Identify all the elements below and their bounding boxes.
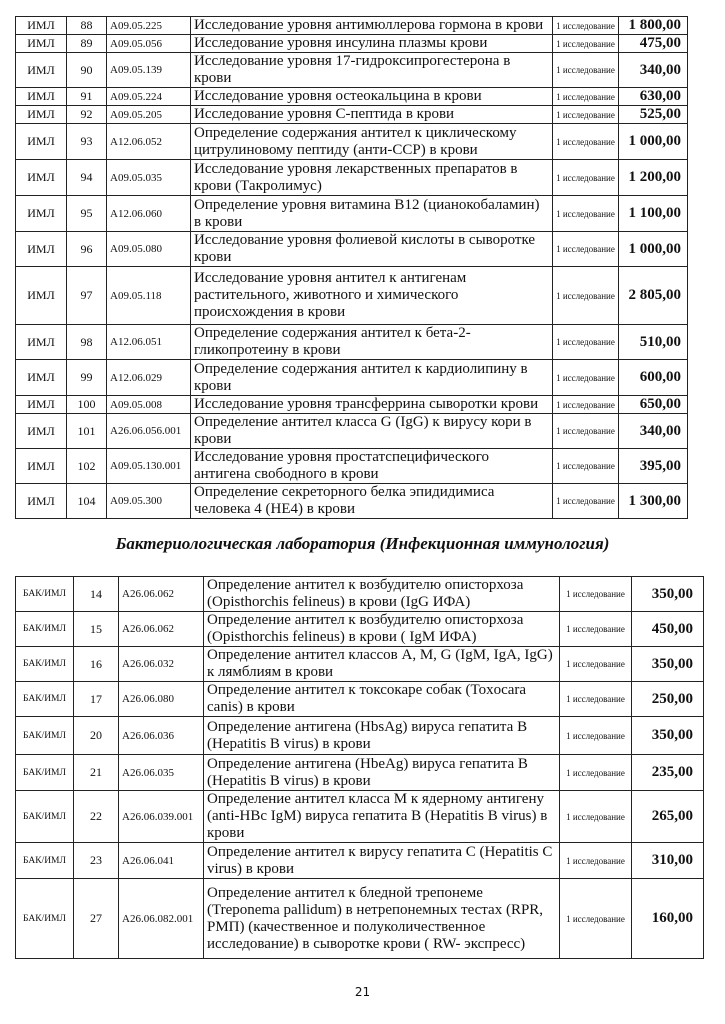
service-name-cell: Исследование уровня простатспецифического антигена свободного в крови xyxy=(191,449,553,484)
unit-cell: 1 исследование xyxy=(560,791,632,843)
service-code-cell: A09.05.225 xyxy=(107,17,191,35)
section-title: Бактериологическая лаборатория (Инфекционная иммунология) xyxy=(115,534,610,553)
item-number-cell: 17 xyxy=(74,682,119,717)
unit-cell: 1 исследование xyxy=(560,755,632,791)
table-row xyxy=(16,612,704,647)
table-row xyxy=(16,755,704,791)
table-row xyxy=(16,647,704,682)
table-row xyxy=(16,396,688,414)
item-number-cell: 89 xyxy=(67,35,107,53)
unit-cell: 1 исследование xyxy=(553,124,619,160)
price-cell: 1 000,00 xyxy=(619,124,688,160)
service-code-cell: A12.06.029 xyxy=(107,360,191,396)
item-number-cell: 27 xyxy=(74,879,119,959)
table-row xyxy=(16,106,688,124)
unit-cell: 1 исследование xyxy=(560,577,632,612)
unit-cell: 1 исследование xyxy=(553,449,619,484)
department-cell: БАК/ИМЛ xyxy=(16,791,74,843)
table-row xyxy=(16,53,688,88)
item-number-cell: 20 xyxy=(74,717,119,755)
table-row xyxy=(16,88,688,106)
table-row xyxy=(16,35,688,53)
service-name-cell: Определение секреторного белка эпидидимиса человека 4 (HE4) в крови xyxy=(191,484,553,519)
service-code-cell: A26.06.039.001 xyxy=(119,791,204,843)
service-name-cell: Исследование уровня фолиевой кислоты в сыворотке крови xyxy=(191,232,553,267)
item-number-cell: 94 xyxy=(67,160,107,196)
unit-cell: 1 исследование xyxy=(553,484,619,519)
service-code-cell: A09.05.035 xyxy=(107,160,191,196)
department-cell: ИМЛ xyxy=(16,35,67,53)
item-number-cell: 97 xyxy=(67,267,107,325)
department-cell: БАК/ИМЛ xyxy=(16,755,74,791)
item-number-cell: 100 xyxy=(67,396,107,414)
department-cell: ИМЛ xyxy=(16,53,67,88)
department-cell: БАК/ИМЛ xyxy=(16,717,74,755)
service-name-cell: Определение антител к возбудителю описторхоза (Opisthorchis felineus) в крови ( IgM ИФА) xyxy=(204,612,560,647)
service-code-cell: A26.06.036 xyxy=(119,717,204,755)
department-cell: ИМЛ xyxy=(16,196,67,232)
unit-cell: 1 исследование xyxy=(553,360,619,396)
service-name-cell: Определение антигена (HbsAg) вируса гепатита В (Hepatitis B virus) в крови xyxy=(204,717,560,755)
service-name-cell: Определение антител класса М к ядерному антигену (anti-HBc IgM) вируса гепатита В (Hepatitis B virus) в крови xyxy=(204,791,560,843)
item-number-cell: 22 xyxy=(74,791,119,843)
item-number-cell: 102 xyxy=(67,449,107,484)
price-table-iml xyxy=(15,16,688,519)
service-name-cell: Исследование уровня антимюллерова гормона в крови xyxy=(191,17,553,35)
service-code-cell: A26.06.041 xyxy=(119,843,204,879)
department-cell: ИМЛ xyxy=(16,449,67,484)
department-cell: ИМЛ xyxy=(16,124,67,160)
department-cell: ИМЛ xyxy=(16,160,67,196)
service-name-cell: Определение содержания антител к кардиолипину в крови xyxy=(191,360,553,396)
department-cell: ИМЛ xyxy=(16,88,67,106)
service-name-cell: Исследование уровня остеокальцина в крови xyxy=(191,88,553,106)
price-cell: 265,00 xyxy=(632,791,704,843)
unit-cell: 1 исследование xyxy=(560,717,632,755)
unit-cell: 1 исследование xyxy=(553,53,619,88)
service-name-cell: Исследование уровня инсулина плазмы крови xyxy=(191,35,553,53)
unit-cell: 1 исследование xyxy=(553,396,619,414)
item-number-cell: 95 xyxy=(67,196,107,232)
unit-cell: 1 исследование xyxy=(553,414,619,449)
service-name-cell: Исследование уровня антител к антигенам растительного, животного и химического происхождения в крови xyxy=(191,267,553,325)
unit-cell: 1 исследование xyxy=(553,17,619,35)
service-name-cell: Исследование уровня лекарственных препаратов в крови (Такролимус) xyxy=(191,160,553,196)
price-cell: 510,00 xyxy=(619,325,688,360)
item-number-cell: 15 xyxy=(74,612,119,647)
department-cell: ИМЛ xyxy=(16,106,67,124)
service-code-cell: A12.06.060 xyxy=(107,196,191,232)
table-row xyxy=(16,160,688,196)
price-cell: 1 300,00 xyxy=(619,484,688,519)
unit-cell: 1 исследование xyxy=(560,843,632,879)
department-cell: ИМЛ xyxy=(16,484,67,519)
price-cell: 450,00 xyxy=(632,612,704,647)
department-cell: ИМЛ xyxy=(16,232,67,267)
unit-cell: 1 исследование xyxy=(553,35,619,53)
unit-cell: 1 исследование xyxy=(553,88,619,106)
item-number-cell: 14 xyxy=(74,577,119,612)
table-row xyxy=(16,325,688,360)
unit-cell: 1 исследование xyxy=(553,196,619,232)
service-code-cell: A09.05.056 xyxy=(107,35,191,53)
service-name-cell: Определение антител к вирусу гепатита С (Hepatitis C virus) в крови xyxy=(204,843,560,879)
service-name-cell: Определение содержания антител к циклическому цитрулиновому пептиду (анти-CCP) в крови xyxy=(191,124,553,160)
service-name-cell: Исследование уровня 17-гидроксипрогестерона в крови xyxy=(191,53,553,88)
service-name-cell: Определение уровня витамина В12 (цианокобаламин) в крови xyxy=(191,196,553,232)
price-cell: 525,00 xyxy=(619,106,688,124)
service-code-cell: A26.06.062 xyxy=(119,612,204,647)
price-cell: 2 805,00 xyxy=(619,267,688,325)
department-cell: ИМЛ xyxy=(16,267,67,325)
service-code-cell: A09.05.300 xyxy=(107,484,191,519)
service-code-cell: A09.05.118 xyxy=(107,267,191,325)
item-number-cell: 99 xyxy=(67,360,107,396)
service-code-cell: A12.06.051 xyxy=(107,325,191,360)
service-code-cell: A26.06.035 xyxy=(119,755,204,791)
service-name-cell: Определение антител класса G (IgG) к вирусу кори в крови xyxy=(191,414,553,449)
item-number-cell: 88 xyxy=(67,17,107,35)
table-row xyxy=(16,124,688,160)
item-number-cell: 21 xyxy=(74,755,119,791)
price-cell: 340,00 xyxy=(619,414,688,449)
unit-cell: 1 исследование xyxy=(560,647,632,682)
item-number-cell: 93 xyxy=(67,124,107,160)
table-row xyxy=(16,682,704,717)
table-row xyxy=(16,717,704,755)
table-row xyxy=(16,879,704,959)
price-cell: 310,00 xyxy=(632,843,704,879)
service-name-cell: Определение антител к токсокаре собак (Toxocara canis) в крови xyxy=(204,682,560,717)
table-row xyxy=(16,577,704,612)
service-code-cell: A09.05.224 xyxy=(107,88,191,106)
service-name-cell: Определение антигена (HbeAg) вируса гепатита В (Hepatitis B virus) в крови xyxy=(204,755,560,791)
price-cell: 1 800,00 xyxy=(619,17,688,35)
price-cell: 340,00 xyxy=(619,53,688,88)
department-cell: БАК/ИМЛ xyxy=(16,612,74,647)
price-cell: 630,00 xyxy=(619,88,688,106)
service-code-cell: A09.05.139 xyxy=(107,53,191,88)
table-row xyxy=(16,196,688,232)
department-cell: ИМЛ xyxy=(16,325,67,360)
table-row xyxy=(16,267,688,325)
service-code-cell: A26.06.082.001 xyxy=(119,879,204,959)
item-number-cell: 91 xyxy=(67,88,107,106)
table-row xyxy=(16,449,688,484)
department-cell: ИМЛ xyxy=(16,414,67,449)
unit-cell: 1 исследование xyxy=(560,612,632,647)
service-name-cell: Исследование уровня трансферрина сыворотки крови xyxy=(191,396,553,414)
page-number: 21 xyxy=(354,985,371,999)
price-table-bacteriology xyxy=(15,576,704,959)
service-code-cell: A09.05.008 xyxy=(107,396,191,414)
item-number-cell: 96 xyxy=(67,232,107,267)
price-cell: 350,00 xyxy=(632,717,704,755)
table-row xyxy=(16,414,688,449)
service-name-cell: Определение антител к бледной трепонеме (Treponema pallidum) в нетрепонемных тестах (RPR, PMП) (качественное и полуколичественное исследование) в сыворотке крови ( RW- экспресс) xyxy=(204,879,560,959)
item-number-cell: 23 xyxy=(74,843,119,879)
service-name-cell: Исследование уровня С-пептида в крови xyxy=(191,106,553,124)
department-cell: БАК/ИМЛ xyxy=(16,682,74,717)
department-cell: БАК/ИМЛ xyxy=(16,647,74,682)
service-name-cell: Определение антител классов A, M, G (IgM, IgA, IgG) к лямблиям в крови xyxy=(204,647,560,682)
service-code-cell: A09.05.205 xyxy=(107,106,191,124)
unit-cell: 1 исследование xyxy=(553,106,619,124)
unit-cell: 1 исследование xyxy=(553,325,619,360)
price-cell: 1 100,00 xyxy=(619,196,688,232)
department-cell: ИМЛ xyxy=(16,17,67,35)
service-code-cell: A26.06.032 xyxy=(119,647,204,682)
item-number-cell: 101 xyxy=(67,414,107,449)
table-row xyxy=(16,484,688,519)
item-number-cell: 90 xyxy=(67,53,107,88)
price-cell: 350,00 xyxy=(632,647,704,682)
unit-cell: 1 исследование xyxy=(560,879,632,959)
price-cell: 475,00 xyxy=(619,35,688,53)
department-cell: ИМЛ xyxy=(16,360,67,396)
price-cell: 600,00 xyxy=(619,360,688,396)
service-name-cell: Определение содержания антител к бета-2-гликопротеину в крови xyxy=(191,325,553,360)
service-name-cell: Определение антител к возбудителю описторхоза (Opisthorchis felineus) в крови (IgG ИФА) xyxy=(204,577,560,612)
price-cell: 1 200,00 xyxy=(619,160,688,196)
item-number-cell: 92 xyxy=(67,106,107,124)
table-row xyxy=(16,17,688,35)
table-row xyxy=(16,360,688,396)
department-cell: БАК/ИМЛ xyxy=(16,879,74,959)
table-row xyxy=(16,791,704,843)
unit-cell: 1 исследование xyxy=(553,160,619,196)
department-cell: БАК/ИМЛ xyxy=(16,577,74,612)
table-row xyxy=(16,843,704,879)
price-cell: 160,00 xyxy=(632,879,704,959)
price-cell: 235,00 xyxy=(632,755,704,791)
unit-cell: 1 исследование xyxy=(553,267,619,325)
unit-cell: 1 исследование xyxy=(560,682,632,717)
price-cell: 250,00 xyxy=(632,682,704,717)
unit-cell: 1 исследование xyxy=(553,232,619,267)
item-number-cell: 98 xyxy=(67,325,107,360)
service-code-cell: A26.06.080 xyxy=(119,682,204,717)
service-code-cell: A12.06.052 xyxy=(107,124,191,160)
service-code-cell: A09.05.080 xyxy=(107,232,191,267)
service-code-cell: A26.06.062 xyxy=(119,577,204,612)
department-cell: ИМЛ xyxy=(16,396,67,414)
price-cell: 1 000,00 xyxy=(619,232,688,267)
service-code-cell: A26.06.056.001 xyxy=(107,414,191,449)
price-cell: 650,00 xyxy=(619,396,688,414)
price-cell: 395,00 xyxy=(619,449,688,484)
item-number-cell: 104 xyxy=(67,484,107,519)
item-number-cell: 16 xyxy=(74,647,119,682)
table-row xyxy=(16,232,688,267)
service-code-cell: A09.05.130.001 xyxy=(107,449,191,484)
department-cell: БАК/ИМЛ xyxy=(16,843,74,879)
price-cell: 350,00 xyxy=(632,577,704,612)
